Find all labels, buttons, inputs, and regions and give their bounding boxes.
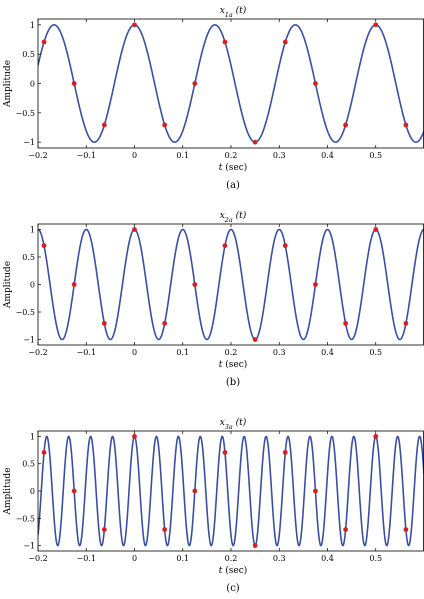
chart-title: $x_{1a}$ (t) (219, 6, 247, 19)
x-tick-label: 0.1 (176, 151, 190, 160)
sample-point (373, 434, 378, 439)
x-axis-label: t (sec) (218, 360, 248, 370)
y-tick-label: 0 (29, 487, 35, 496)
chart-title: $x_{2a}$ (t) (219, 211, 247, 224)
sample-point (192, 282, 197, 287)
sample-point (72, 81, 77, 86)
x-tick-label: 0.4 (321, 554, 334, 563)
y-tick-label: −0.5 (15, 108, 35, 118)
sample-point (373, 227, 378, 232)
x-tick-label: 0.2 (224, 151, 238, 160)
sample-point (192, 489, 197, 494)
chart-title: $x_{3a}$ (t) (219, 418, 247, 431)
y-tick-label: 1 (29, 20, 35, 30)
x-tick-label: −0.1 (76, 151, 96, 160)
x-tick-label: 0.1 (176, 554, 190, 563)
x-tick-label: 0.1 (176, 348, 190, 357)
sample-point (283, 450, 288, 455)
x-axis-label: t (sec) (218, 163, 248, 173)
x-tick-label: 0.3 (272, 554, 286, 563)
x-tick-label: −0.2 (28, 151, 48, 160)
y-tick-label: 0 (29, 280, 35, 290)
sample-point (102, 321, 107, 326)
sample-point (313, 489, 318, 494)
x-tick-label: 0.4 (321, 151, 334, 160)
y-tick-label: −1 (23, 335, 35, 345)
y-axis-label: Amplitude (3, 467, 13, 515)
sample-point (404, 527, 409, 532)
sample-point (72, 489, 77, 494)
sample-point (102, 527, 107, 532)
sample-point (283, 40, 288, 45)
y-tick-label: 1 (29, 225, 35, 235)
x-tick-label: 0 (131, 348, 138, 357)
sample-point (132, 22, 137, 27)
sample-point (162, 527, 167, 532)
x-tick-label: 0 (131, 151, 138, 160)
x-tick-label: −0.2 (28, 554, 48, 563)
sample-point (223, 243, 228, 248)
sample-point (313, 282, 318, 287)
x-tick-label: −0.2 (28, 348, 48, 357)
axes-frame (38, 19, 424, 148)
sample-point (192, 81, 197, 86)
signal-curve (38, 25, 424, 142)
y-axis-label: Amplitude (3, 59, 13, 108)
sample-point (72, 282, 77, 287)
sample-point (132, 434, 137, 439)
x-tick-label: −0.1 (76, 554, 96, 563)
sample-point (253, 543, 258, 548)
sample-point (313, 81, 318, 86)
x-tick-label: −0.1 (76, 348, 96, 357)
sample-point (42, 450, 47, 455)
sample-point (404, 123, 409, 128)
y-tick-label: 0.5 (22, 459, 35, 469)
chart-panel (3, 417, 424, 594)
y-tick-label: −1 (23, 541, 35, 551)
sample-point (343, 321, 348, 326)
x-tick-label: 0.3 (272, 151, 286, 160)
sample-point (343, 123, 348, 128)
y-tick-label: 0.5 (22, 253, 35, 262)
y-tick-label: 0.5 (22, 50, 35, 60)
x-tick-label: 0.2 (224, 554, 238, 563)
panel-caption: (c) (226, 583, 240, 594)
y-tick-label: 1 (29, 432, 35, 442)
chart-panel (3, 210, 424, 388)
panel-caption: (a) (226, 180, 240, 191)
sample-point (404, 321, 409, 326)
signal-curve (38, 230, 424, 340)
x-tick-label: 0.5 (369, 151, 383, 160)
y-tick-label: −1 (23, 138, 35, 148)
sample-point (42, 40, 47, 45)
panel-caption: (b) (225, 377, 241, 388)
sample-point (253, 140, 258, 145)
sample-point (343, 527, 348, 532)
x-tick-label: 0.4 (321, 348, 334, 357)
sample-point (253, 337, 258, 342)
sample-point (283, 243, 288, 248)
sample-point (373, 22, 378, 27)
chart-panel (3, 5, 424, 191)
x-axis-label: t (sec) (218, 566, 248, 576)
x-tick-label: 0.5 (369, 348, 383, 357)
sample-point (223, 450, 228, 455)
y-axis-label: Amplitude (3, 260, 13, 309)
sample-point (162, 123, 167, 128)
y-tick-label: −0.5 (15, 308, 35, 317)
x-tick-label: 0.5 (369, 554, 383, 563)
sample-point (102, 123, 107, 128)
y-tick-label: −0.5 (15, 514, 35, 524)
sample-point (223, 40, 228, 45)
sample-point (42, 243, 47, 248)
x-tick-label: 0 (131, 554, 138, 563)
signal-curve (38, 436, 424, 545)
y-tick-label: 0 (29, 79, 35, 89)
axes-frame (38, 224, 424, 345)
x-tick-label: 0.3 (272, 348, 286, 357)
sample-point (132, 227, 137, 232)
sample-point (162, 321, 167, 326)
x-tick-label: 0.2 (224, 348, 238, 357)
